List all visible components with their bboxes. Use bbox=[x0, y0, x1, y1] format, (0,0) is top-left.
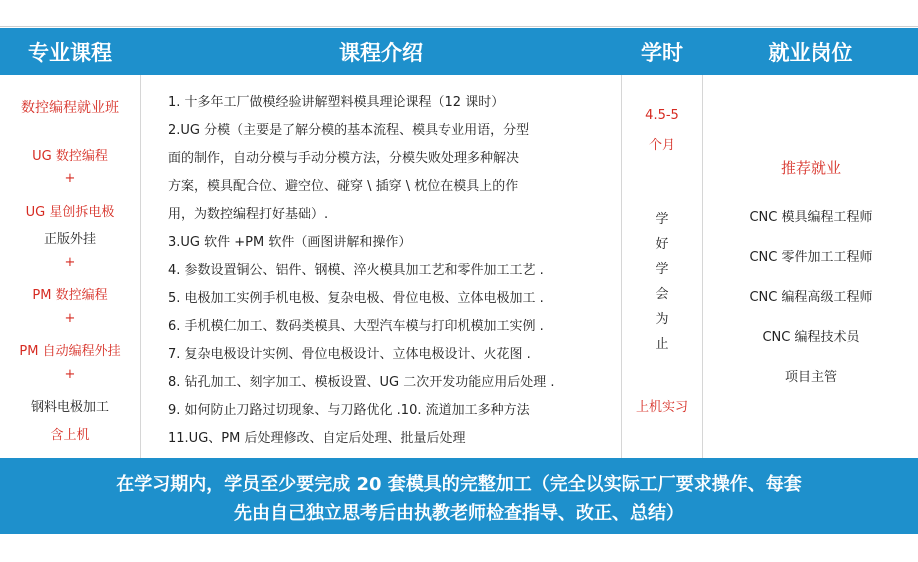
table-header bbox=[0, 28, 918, 75]
job-item: CNC 编程高级工程师 bbox=[749, 290, 873, 305]
intro-line: 2.UG 分模（主要是了解分模的基本流程、模具专业用语，分型 bbox=[168, 123, 530, 138]
top-divider bbox=[0, 26, 918, 27]
hours-column bbox=[624, 75, 700, 458]
column-divider bbox=[702, 75, 703, 458]
job-item: CNC 模具编程工程师 bbox=[749, 210, 873, 225]
course-plus: + bbox=[64, 311, 76, 326]
practice-label: 上机实习 bbox=[635, 400, 688, 415]
slogan-char: 好 bbox=[655, 237, 669, 252]
intro-line: 8. 钻孔加工、刻字加工、模板设置、UG 二次开发功能应用后处理 . bbox=[168, 375, 555, 390]
course-plus: + bbox=[64, 367, 76, 382]
course-plus: + bbox=[64, 171, 76, 186]
intro-line: 用，为数控编程打好基础）. bbox=[168, 207, 329, 222]
table-body bbox=[0, 75, 918, 458]
intro-line: 3.UG 软件 +PM 软件（画图讲解和操作） bbox=[168, 235, 412, 250]
intro-line: 7. 复杂电极设计实例、骨位电极设计、立体电极设计、火花图 . bbox=[168, 347, 531, 362]
header-course: 专业课程 bbox=[28, 40, 112, 65]
header-jobs: 就业岗位 bbox=[768, 40, 853, 65]
header-hours: 学时 bbox=[641, 40, 683, 65]
course-column bbox=[0, 75, 140, 458]
intro-line: 9. 如何防止刀路过切现象、与刀路优化 .10. 流道加工多种方法 bbox=[168, 403, 530, 418]
footer-line: 在学习期内，学员至少要完成 20 套模具的完整加工（完全以实际工厂要求操作、每套 bbox=[116, 474, 802, 495]
course-item: 钢料电极加工 bbox=[30, 400, 109, 415]
jobs-column bbox=[704, 75, 918, 458]
course-title: 数控编程就业班 bbox=[21, 100, 119, 116]
course-item: PM 自动编程外挂 bbox=[19, 344, 121, 359]
column-divider bbox=[621, 75, 622, 458]
intro-line: 11.UG、PM 后处理修改、自定后处理、批量后处理 bbox=[168, 431, 466, 446]
course-item: PM 数控编程 bbox=[32, 288, 108, 303]
intro-line: 6. 手机模仁加工、数码类模具、大型汽车模与打印机模加工实例 . bbox=[168, 319, 544, 334]
course-item: UG 数控编程 bbox=[32, 149, 108, 164]
slogan-char: 为 bbox=[655, 312, 669, 327]
intro-line: 方案，模具配合位、避空位、碰穿 \ 插穿 \ 枕位在模具上的作 bbox=[168, 179, 519, 194]
job-item: 项目主管 bbox=[784, 370, 837, 385]
course-item: 含上机 bbox=[50, 428, 90, 443]
intro-line: 面的制作，自动分模与手动分模方法，分模失败处理多种解决 bbox=[168, 151, 520, 166]
intro-line: 4. 参数设置铜公、铝件、钢模、淬火模具加工艺和零件加工工艺 . bbox=[168, 263, 544, 278]
jobs-heading: 推荐就业 bbox=[780, 159, 841, 177]
intro-line: 1. 十多年工厂做模经验讲解塑料模具理论课程（12 课时） bbox=[168, 95, 505, 110]
slogan-char: 会 bbox=[655, 287, 669, 302]
slogan-char: 学 bbox=[655, 212, 669, 227]
course-item: 正版外挂 bbox=[43, 232, 96, 247]
footer-banner bbox=[0, 458, 918, 534]
slogan-char: 学 bbox=[655, 262, 669, 277]
column-divider bbox=[140, 75, 141, 458]
slogan-char: 止 bbox=[655, 337, 669, 352]
duration-unit: 个月 bbox=[648, 138, 675, 153]
header-intro: 课程介绍 bbox=[339, 40, 423, 65]
course-item: UG 星创拆电极 bbox=[25, 205, 115, 220]
course-plus: + bbox=[64, 255, 76, 270]
duration-value: 4.5-5 bbox=[645, 108, 679, 123]
job-item: CNC 零件加工工程师 bbox=[749, 250, 873, 265]
intro-line: 5. 电极加工实例手机电极、复杂电极、骨位电极、立体电极加工 . bbox=[168, 291, 544, 306]
job-item: CNC 编程技术员 bbox=[762, 330, 860, 345]
footer-line: 先由自己独立思考后由执教老师检查指导、改正、总结） bbox=[234, 503, 684, 524]
